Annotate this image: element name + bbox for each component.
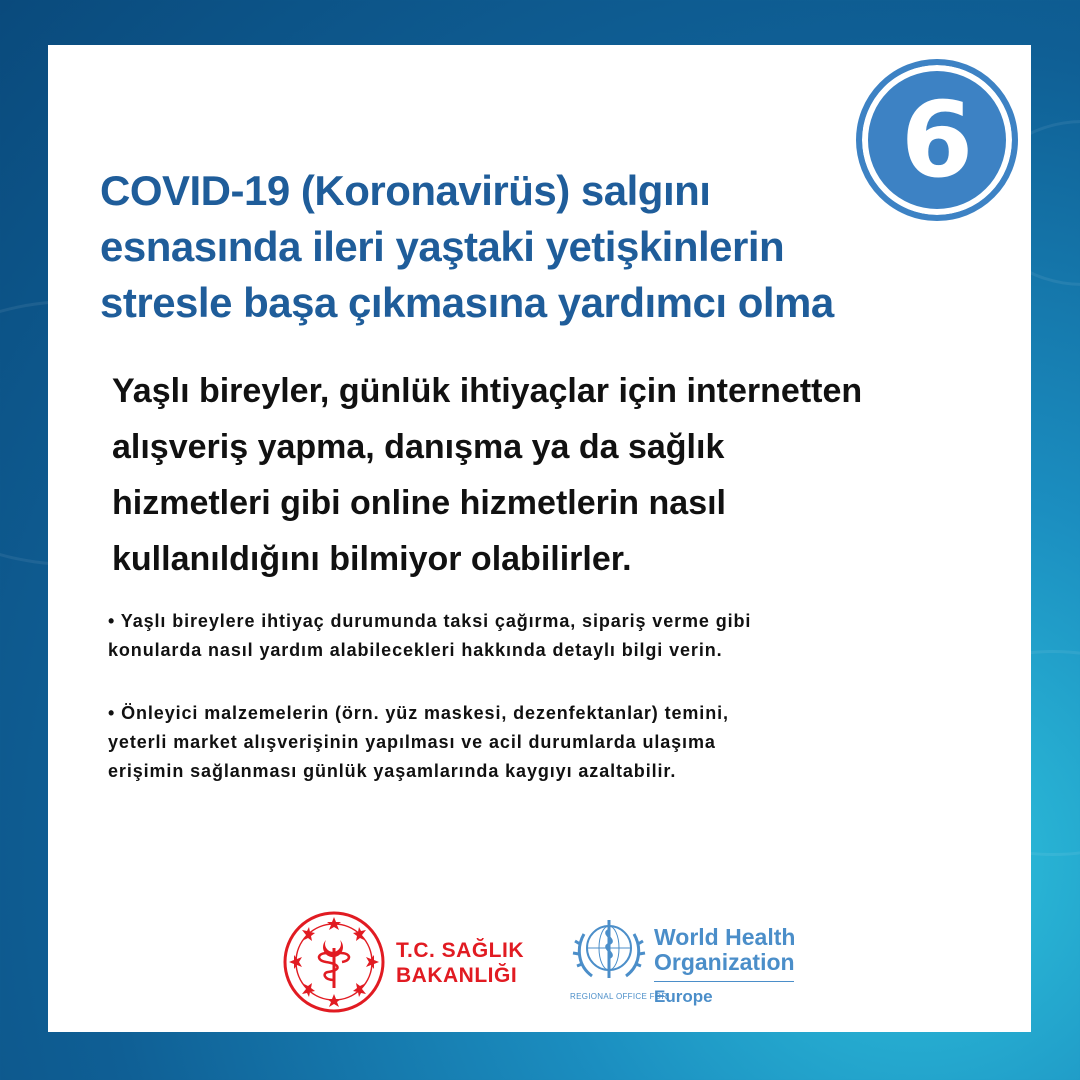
ministry-emblem-icon	[282, 910, 386, 1014]
bullet-line: erişimin sağlanması günlük yaşamlarında kaygıyı azaltabilir.	[108, 761, 677, 781]
lead-line: kullanıldığını bilmiyor olabilirler.	[112, 540, 632, 578]
lead-paragraph	[112, 363, 972, 587]
who-name	[654, 925, 795, 975]
who-regional-label: REGIONAL OFFICE FOR	[570, 992, 668, 1001]
bullet-item	[108, 607, 958, 665]
bullet-line: • Önleyici malzemelerin (örn. yüz maskesi, dezenfektanlar) temini,	[108, 703, 729, 723]
title-line: esnasında ileri yaştaki yetişkinlerin	[100, 223, 785, 270]
ministry-name	[396, 938, 524, 988]
bullet-line: yeterli market alışverişinin yapılması ve acil durumlarda ulaşıma	[108, 732, 716, 752]
ministry-name-line: T.C. SAĞLIK	[396, 939, 525, 962]
who-emblem-icon	[570, 914, 648, 986]
bullet-item	[108, 699, 958, 786]
who-divider	[654, 981, 794, 982]
lead-line: hizmetleri gibi online hizmetlerin nasıl	[112, 484, 726, 522]
lead-line: Yaşlı bireyler, günlük ihtiyaçlar için internetten	[112, 372, 863, 410]
logo-bar	[0, 900, 1080, 1020]
step-number: 6	[856, 59, 1018, 221]
who-name-line: Organization	[654, 949, 795, 975]
who-region-name: Europe	[654, 987, 713, 1006]
bullet-line: konularda nasıl yardım alabilecekleri hakkında detaylı bilgi verin.	[108, 640, 723, 660]
title-line: stresle başa çıkmasına yardımcı olma	[100, 279, 834, 326]
bullet-line: • Yaşlı bireylere ihtiyaç durumunda taksi çağırma, sipariş verme gibi	[108, 611, 752, 631]
who-name-line: World Health	[654, 924, 796, 950]
title-line: COVID-19 (Koronavirüs) salgını	[100, 167, 711, 214]
page-title	[100, 163, 950, 331]
lead-line: alışveriş yapma, danışma ya da sağlık	[112, 428, 725, 466]
ministry-name-line: BAKANLIĞI	[396, 964, 518, 987]
